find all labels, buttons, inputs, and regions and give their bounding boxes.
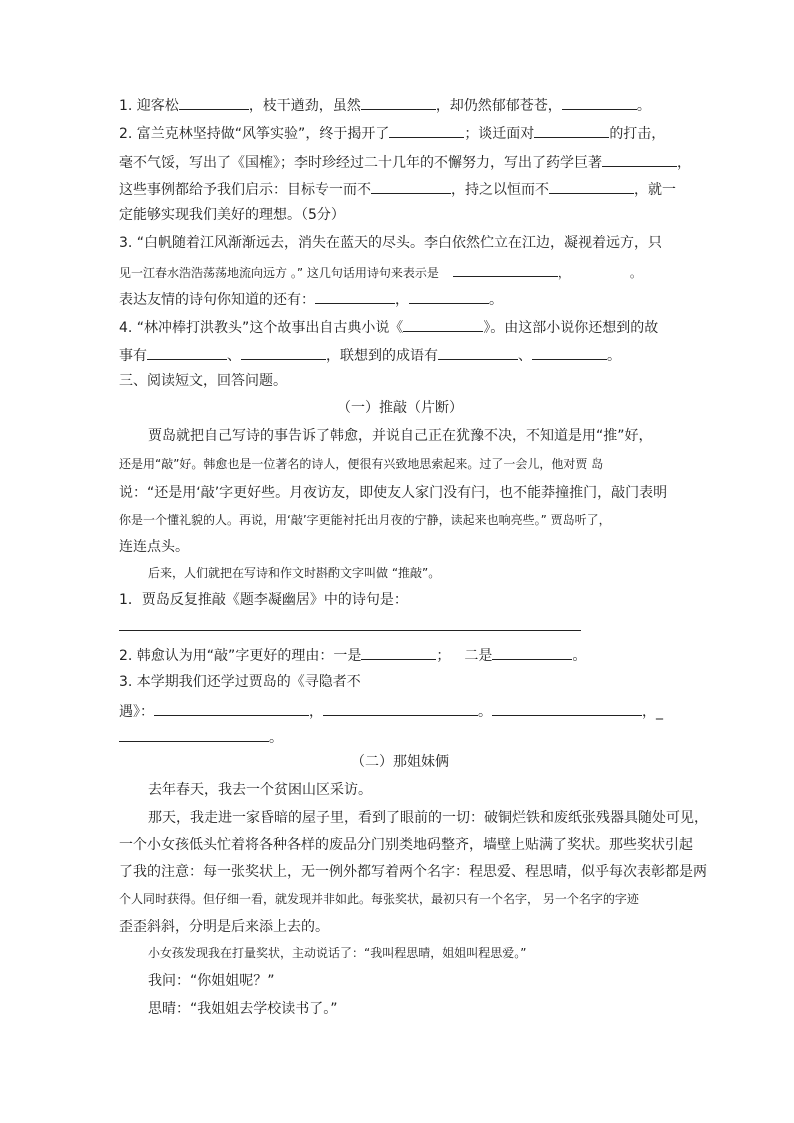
passage-2-text: 小女孩发现我在打量奖状，主动说话了：“我叫程思晴，姐姐叫程思爱。” xyxy=(148,946,527,960)
blank[interactable] xyxy=(602,154,677,167)
question-3-line-2: 见一江春水浩浩荡荡地流向远方 。” 这几句话用诗句来表示是 ， 。 xyxy=(119,266,642,280)
blank[interactable] xyxy=(361,97,436,110)
question-2-line-1: 2. 富兰克林坚持做“风筝实验”，终于揭开了 ；谈迁面对 的打击， xyxy=(119,126,666,142)
passage-1-question-2: 2. 韩愈认为用“敲”字更好的理由：一是 ； 二是 。 xyxy=(119,648,587,664)
blank[interactable] xyxy=(371,181,451,194)
passage-1-title: （一）推敲（片断） xyxy=(337,400,463,416)
passage-1-text: 后来，人们就把在写诗和作文时斟酌文字叫做 “推敲”。 xyxy=(148,566,441,580)
blank[interactable] xyxy=(323,703,478,716)
passage-1-text: 还是用“敲”好。韩愈也是一位著名的诗人，便很有兴致地思索起来。过了一会儿，他对贾 岛 xyxy=(119,457,604,471)
blank[interactable] xyxy=(119,729,269,742)
question-4-line-1: 4. “林冲棒打洪教头”这个故事出自古典小说《 》。由这部小说你还想到的故 xyxy=(119,320,659,336)
blank[interactable] xyxy=(361,647,436,660)
blank[interactable] xyxy=(492,703,642,716)
question-2-line-3: 这些事例都给予我们启示：目标专一而不 ，持之以恒而不 ，就一 xyxy=(119,182,676,198)
blank[interactable] xyxy=(549,181,634,194)
question-3-line-1: 3. “白帆随着江风渐渐远去，消失在蓝天的尽头。李白依然伫立在江边，凝视着远方，只 xyxy=(119,235,663,251)
passage-2-text: 了我的注意：每一张奖状上，无一例外都写着两个名字：程思爱、程思晴，似乎每次表彰都是两 xyxy=(119,864,707,880)
question-1: 1. 迎客松 ，枝干遒劲，虽然 ，却仍然郁郁苍苍， 。 xyxy=(119,98,651,114)
answer-line[interactable] xyxy=(119,630,581,631)
passage-2-text: 思晴：“我姐姐去学校读书了。” xyxy=(148,1001,338,1017)
passage-1-question-3-line-2: 遇》： ， 。 ，_ xyxy=(119,704,663,720)
blank[interactable] xyxy=(315,291,395,304)
question-2-line-4: 定能够实现我们美好的理想。（5分） xyxy=(119,207,345,223)
passage-2-text: 歪歪斜斜，分明是后来添上去的。 xyxy=(119,919,329,935)
blank[interactable] xyxy=(403,319,483,332)
blank[interactable] xyxy=(179,97,249,110)
passage-2-text: 那天，我走进一家昏暗的屋子里，看到了眼前的一切：破铜烂铁和废纸张残器具随处可见， xyxy=(148,810,708,826)
blank[interactable] xyxy=(438,347,518,360)
blank[interactable] xyxy=(532,347,607,360)
passage-2-text: 个人同时获得。但仔细一看，就发现并非如此。每张奖状，最初只有一个名字， 另一个名字的字迹 xyxy=(119,892,639,906)
blank[interactable] xyxy=(453,264,558,277)
blank[interactable] xyxy=(562,97,637,110)
question-3-line-3: 表达友情的诗句你知道的还有： ， 。 xyxy=(119,292,503,308)
passage-2-text: 一个小女孩低头忙着将各种各样的废品分门别类地码整齐，墙壁上贴满了奖状。那些奖状引起 xyxy=(119,837,693,853)
blank[interactable] xyxy=(409,291,489,304)
passage-2-text: 我问：“你姐姐呢？” xyxy=(148,973,275,989)
blank[interactable] xyxy=(154,703,309,716)
blank[interactable] xyxy=(492,647,572,660)
blank[interactable] xyxy=(241,347,326,360)
blank[interactable] xyxy=(147,347,227,360)
passage-1-text: 连连点头。 xyxy=(119,539,189,555)
passage-1-question-3-line-3: 。 xyxy=(119,729,681,745)
passage-1-text: 贾岛就把自己写诗的事告诉了韩愈，并说自己正在犹豫不决，不知道是用“推”好， xyxy=(148,428,653,444)
passage-1-text: 你是一个懂礼貌的人。再说，用‘敲’字更能衬托出月夜的宁静，读起来也响亮些。” 贾岛听了， xyxy=(119,513,611,527)
passage-2-text: 去年春天，我去一个贫困山区采访。 xyxy=(148,782,372,798)
passage-1-text: 说：“还是用‘敲’字更好些。月夜访友，即使友人家门没有闩，也不能莽撞推门，敲门表明 xyxy=(119,485,668,501)
question-4-line-2: 事有 、 ，联想到的成语有 、 。 xyxy=(119,348,621,364)
section-3-heading: 三、阅读短文，回答问题。 xyxy=(119,373,287,389)
passage-1-question-1: 1．贾岛反复推敲《题李凝幽居》中的诗句是： xyxy=(119,592,408,608)
blank[interactable] xyxy=(534,125,609,138)
question-2-line-2: 毫不气馁，写出了《国榷》；李时珍经过二十几年的不懈努力，写出了药学巨著 ， xyxy=(119,155,691,171)
blank[interactable] xyxy=(389,125,464,138)
passage-1-question-3: 3. 本学期我们还学过贾岛的《寻隐者不 xyxy=(119,674,361,690)
passage-2-title: （二）那姐妹俩 xyxy=(351,754,449,770)
